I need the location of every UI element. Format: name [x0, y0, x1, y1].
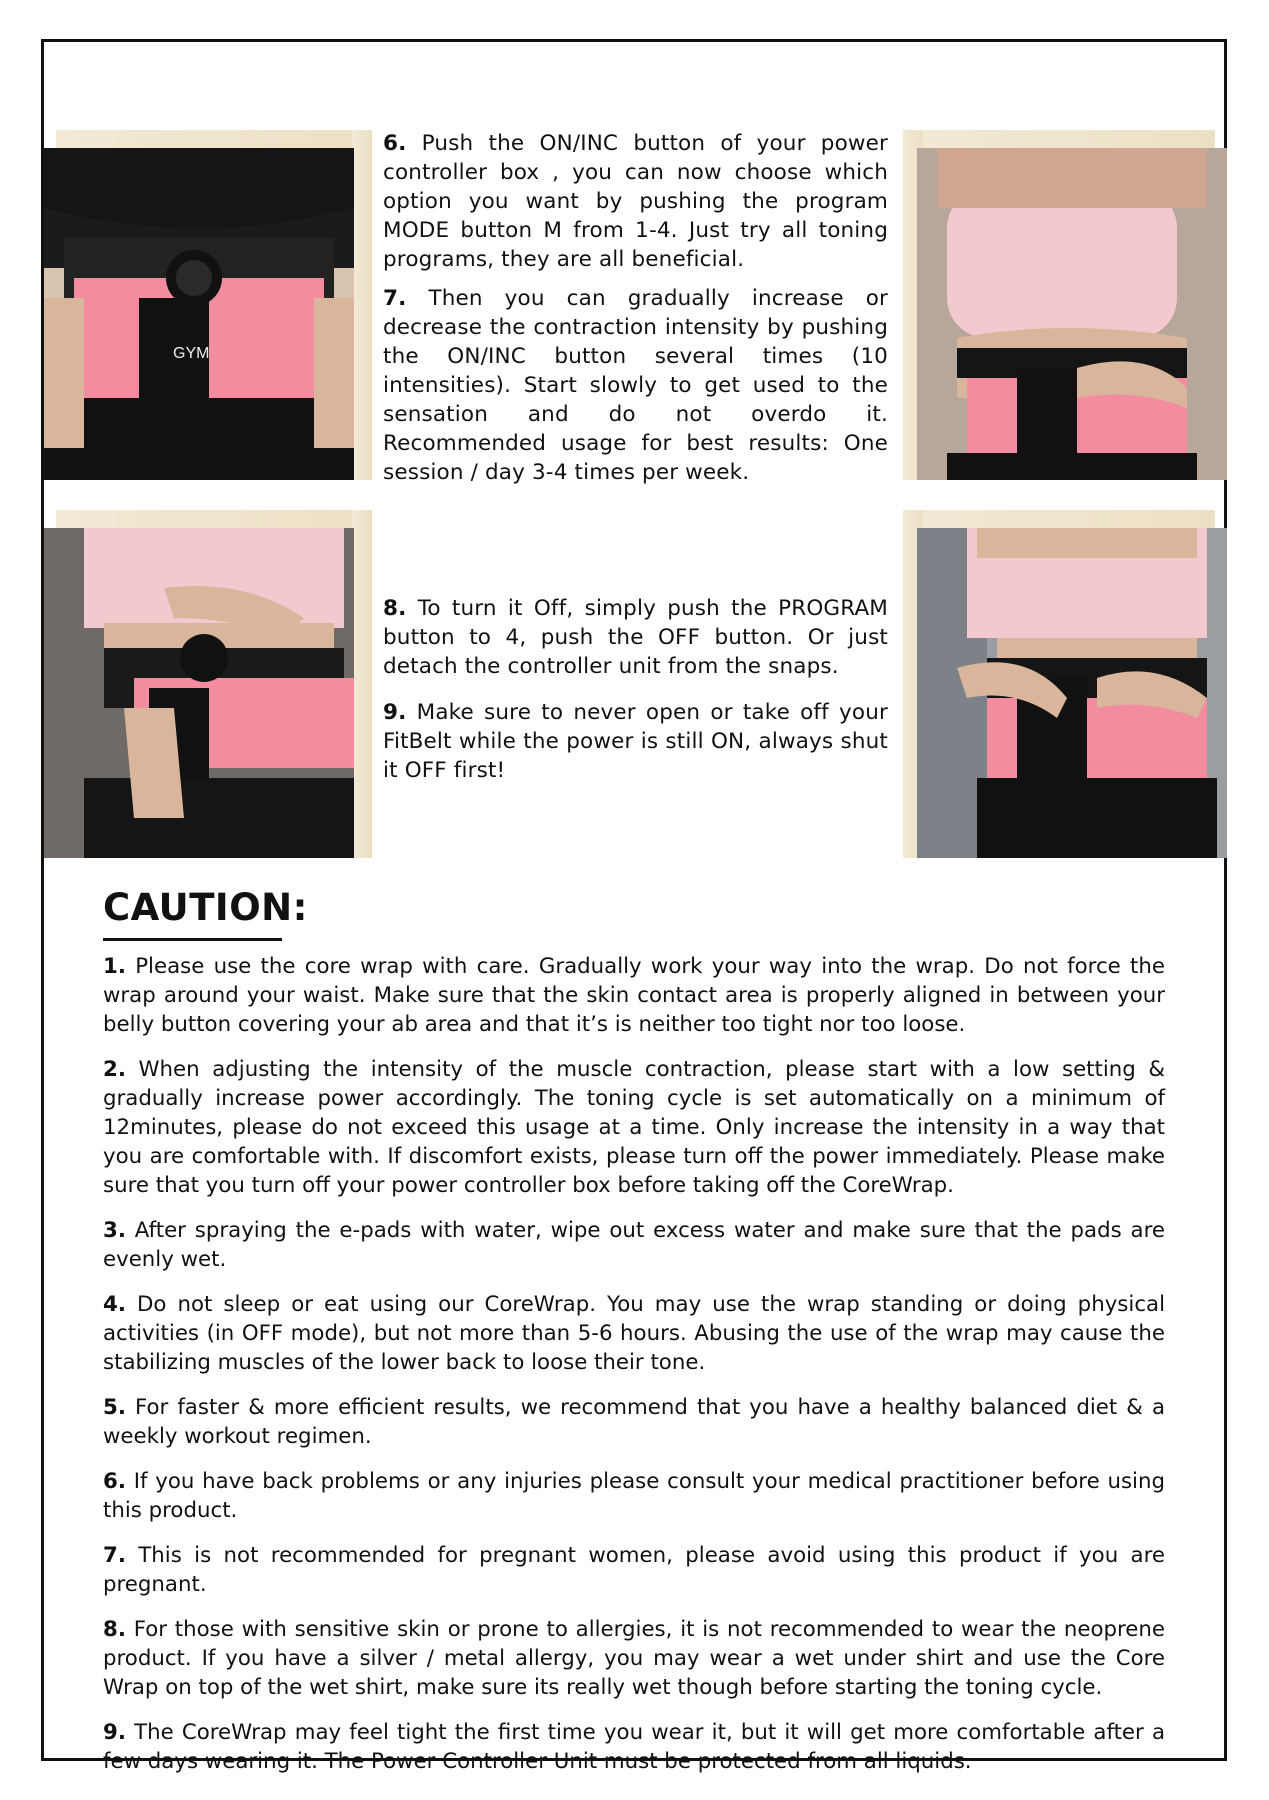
step-number: 9.: [383, 700, 407, 725]
belt-logo-text: GYM: [173, 345, 210, 362]
caution-item: [103, 1541, 1165, 1599]
caution-item: [103, 1615, 1165, 1702]
caution-text: After spraying the e-pads with water, wipe out excess water and make sure that the pads are evenly wet.: [103, 1218, 1165, 1272]
caution-number: 4.: [103, 1292, 126, 1317]
caution-underline: [103, 938, 282, 941]
caution-item: [103, 952, 1165, 1039]
photo-belt-pink-top: [903, 130, 1227, 480]
instructions-top: [383, 129, 888, 497]
caution-heading: CAUTION:: [103, 886, 308, 929]
photo-belt-front-black-top: [44, 130, 372, 480]
step-text: Make sure to never open or take off your FitBelt while the power is still ON, always shut it OFF first!: [383, 700, 888, 783]
step-8: [383, 594, 888, 681]
caution-text: When adjusting the intensity of the muscle contraction, please start with a low setting & gradually increase power accordingly. The toning cycle is set automatically on a minimum of 12minutes, please do not exceed this usage at a time. Only increase the intensity in a way that you are comfortable with. If discomfort exists, please turn off the power immediately. Please make sure that you turn off your power controller box before taking off the CoreWrap.: [103, 1057, 1165, 1198]
caution-item: [103, 1718, 1165, 1776]
caution-item: [103, 1393, 1165, 1451]
step-6: [383, 129, 888, 274]
step-number: 6.: [383, 131, 407, 156]
caution-text: For those with sensitive skin or prone to allergies, it is not recommended to wear the neoprene product. If you have a silver / metal allergy, you may wear a wet under shirt and use the Core Wrap on top of the wet shirt, make sure its really wet though before starting the toning cycle.: [103, 1617, 1165, 1700]
caution-number: 2.: [103, 1057, 126, 1082]
caution-number: 7.: [103, 1543, 126, 1568]
caution-item: [103, 1055, 1165, 1200]
caution-number: 8.: [103, 1617, 126, 1642]
photo-belt-attach-left: [44, 510, 372, 858]
caution-text: If you have back problems or any injuries please consult your medical practitioner before using this product.: [103, 1469, 1165, 1523]
instructions-bottom: [383, 594, 888, 795]
caution-text: Do not sleep or eat using our CoreWrap. You may use the wrap standing or doing physical activities (in OFF mode), but not more than 5-6 hours. Abusing the use of the wrap may cause the stabilizing muscles of the lower back to loose their tone.: [103, 1292, 1165, 1375]
caution-text: Please use the core wrap with care. Gradually work your way into the wrap. Do not force the wrap around your waist. Make sure that the skin contact area is properly aligned in between your belly button covering your ab area and that it’s is neither too tight nor too loose.: [103, 954, 1165, 1037]
caution-text: This is not recommended for pregnant women, please avoid using this product if you are pregnant.: [103, 1543, 1165, 1597]
caution-item: [103, 1467, 1165, 1525]
caution-text: The CoreWrap may feel tight the first time you wear it, but it will get more comfortable after a few days wearing it. The Power Controller Unit must be protected from all liquids.: [103, 1720, 1165, 1774]
caution-list: [103, 952, 1165, 1792]
step-7: [383, 284, 888, 487]
step-9: [383, 698, 888, 785]
caution-number: 1.: [103, 954, 126, 979]
step-text: To turn it Off, simply push the PROGRAM button to 4, push the OFF button. Or just detach the controller unit from the snaps.: [383, 596, 889, 679]
caution-number: 6.: [103, 1469, 126, 1494]
caution-number: 5.: [103, 1395, 126, 1420]
caution-item: [103, 1216, 1165, 1274]
step-text: Push the ON/INC button of your power controller box , you can now choose which option you want by pushing the program MODE button M from 1-4. Just try all toning programs, they are all beneficial.: [383, 131, 888, 272]
photo-belt-attach-right: [903, 510, 1227, 858]
caution-number: 3.: [103, 1218, 126, 1243]
caution-item: [103, 1290, 1165, 1377]
caution-number: 9.: [103, 1720, 126, 1745]
caution-text: For faster & more efficient results, we recommend that you have a healthy balanced diet & a weekly workout regimen.: [103, 1395, 1165, 1449]
step-number: 7.: [383, 286, 407, 311]
step-text: Then you can gradually increase or decrease the contraction intensity by pushing the ON/INC button several times (10 intensities). Start slowly to get used to the sensation and do not overdo it. Recommended usage for best results: One session / day 3-4 times per week.: [383, 286, 889, 485]
step-number: 8.: [383, 596, 407, 621]
